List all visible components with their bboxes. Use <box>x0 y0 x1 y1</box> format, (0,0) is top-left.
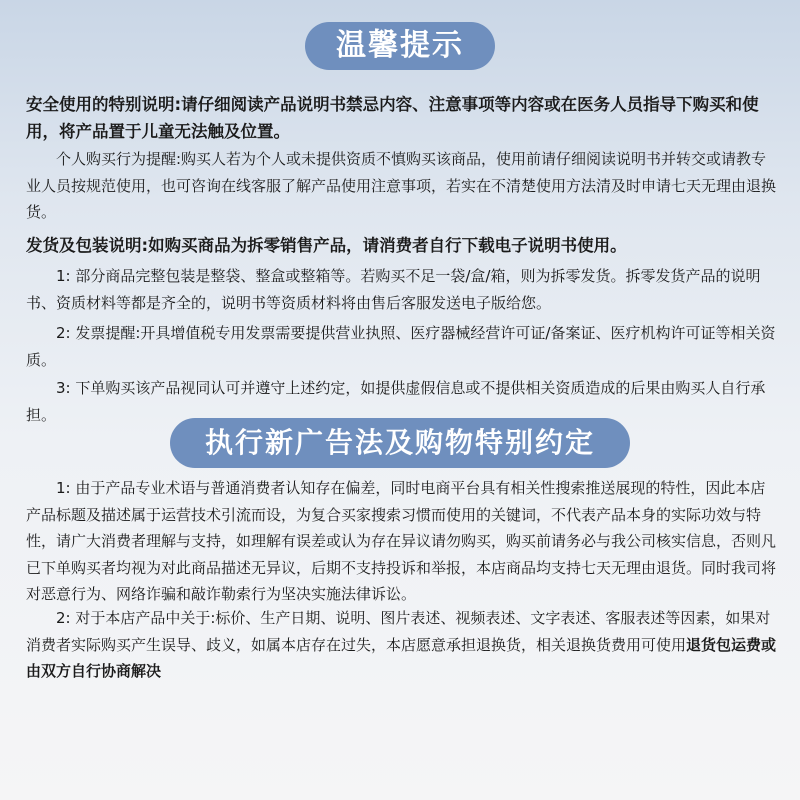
warm-tips-banner: 温馨提示 <box>305 22 495 70</box>
ad-item-2-bold: 退货包运费或由双方自行协商解决 <box>26 635 777 680</box>
shipping-item-2 <box>26 320 778 373</box>
safety-title: 安全使用的特别说明:请仔细阅读产品说明书禁忌内容、注意事项等内容或在医务人员指导下购买和使用，将产品置于儿童无法触及位置。 <box>26 95 759 141</box>
safety-usage-note <box>26 92 778 145</box>
shipping-item-1 <box>26 263 778 316</box>
ad-item-2-main: 2: 对于本店产品中关于:标价、生产日期、说明、图片表述、视频表述、文字表述、客服表述等因素，如果对消费者实际购买产生误导、歧义，如属本店存在过失，本店愿意承担退换货，相关退换货费用可使用 <box>26 609 771 654</box>
ad-item-2-text <box>26 605 778 685</box>
shipping-title: 发货及包装说明:如购买商品为拆零销售产品，请消费者自行下载电子说明书使用。 <box>26 236 627 255</box>
personal-purchase-reminder <box>26 146 778 226</box>
ad-item-2 <box>26 605 778 685</box>
shipping-item-3-text: 3: 下单购买该产品视同认可并遵守上述约定，如提供虚假信息或不提供相关资质造成的后果由购买人自行承担。 <box>26 379 766 424</box>
shipping-item-1-text: 1: 部分商品完整包装是整袋、整盒或整箱等。若购买不足一袋/盒/箱，则为拆零发货。拆零发货产品的说明书、资质材料等都是齐全的，说明书等资质材料将由售后客服发送电子版给您。 <box>26 267 761 312</box>
personal-reminder-text: 个人购买行为提醒:购买人若为个人或未提供资质不慎购买该商品，使用前请仔细阅读说明书并转交或请教专业人员按规范使用，也可咨询在线客服了解产品使用注意事项，若实在不清楚使用方法清及时申请七天无理由退换货。 <box>26 150 777 221</box>
ad-law-banner: 执行新广告法及购物特别约定 <box>170 418 630 468</box>
shipping-item-2-text: 2: 发票提醒:开具增值税专用发票需要提供营业执照、医疗器械经营许可证/备案证、医疗机构许可证等相关资质。 <box>26 324 776 369</box>
ad-item-1 <box>26 475 778 608</box>
shipping-packaging-note <box>26 233 778 260</box>
ad-item-1-text: 1: 由于产品专业术语与普通消费者认知存在偏差，同时电商平台具有相关性搜索推送展现的特性，因此本店产品标题及描述属于运营技术引流而设，为复合买家搜索习惯而使用的关键词，不代表产品本身的实际功效与特性，请广大消费者理解与支持，如理解有误差或认为存在异议请勿购买，购买前请务必与我公司核实信息，否则凡已下单购买者均视为对此商品描述无异议，后期不支持投诉和举报，本店商品均支持七天无理由退货。同时我司将对恶意行为、网络诈骗和敲诈勒索行为坚决实施法律诉讼。 <box>26 479 777 603</box>
